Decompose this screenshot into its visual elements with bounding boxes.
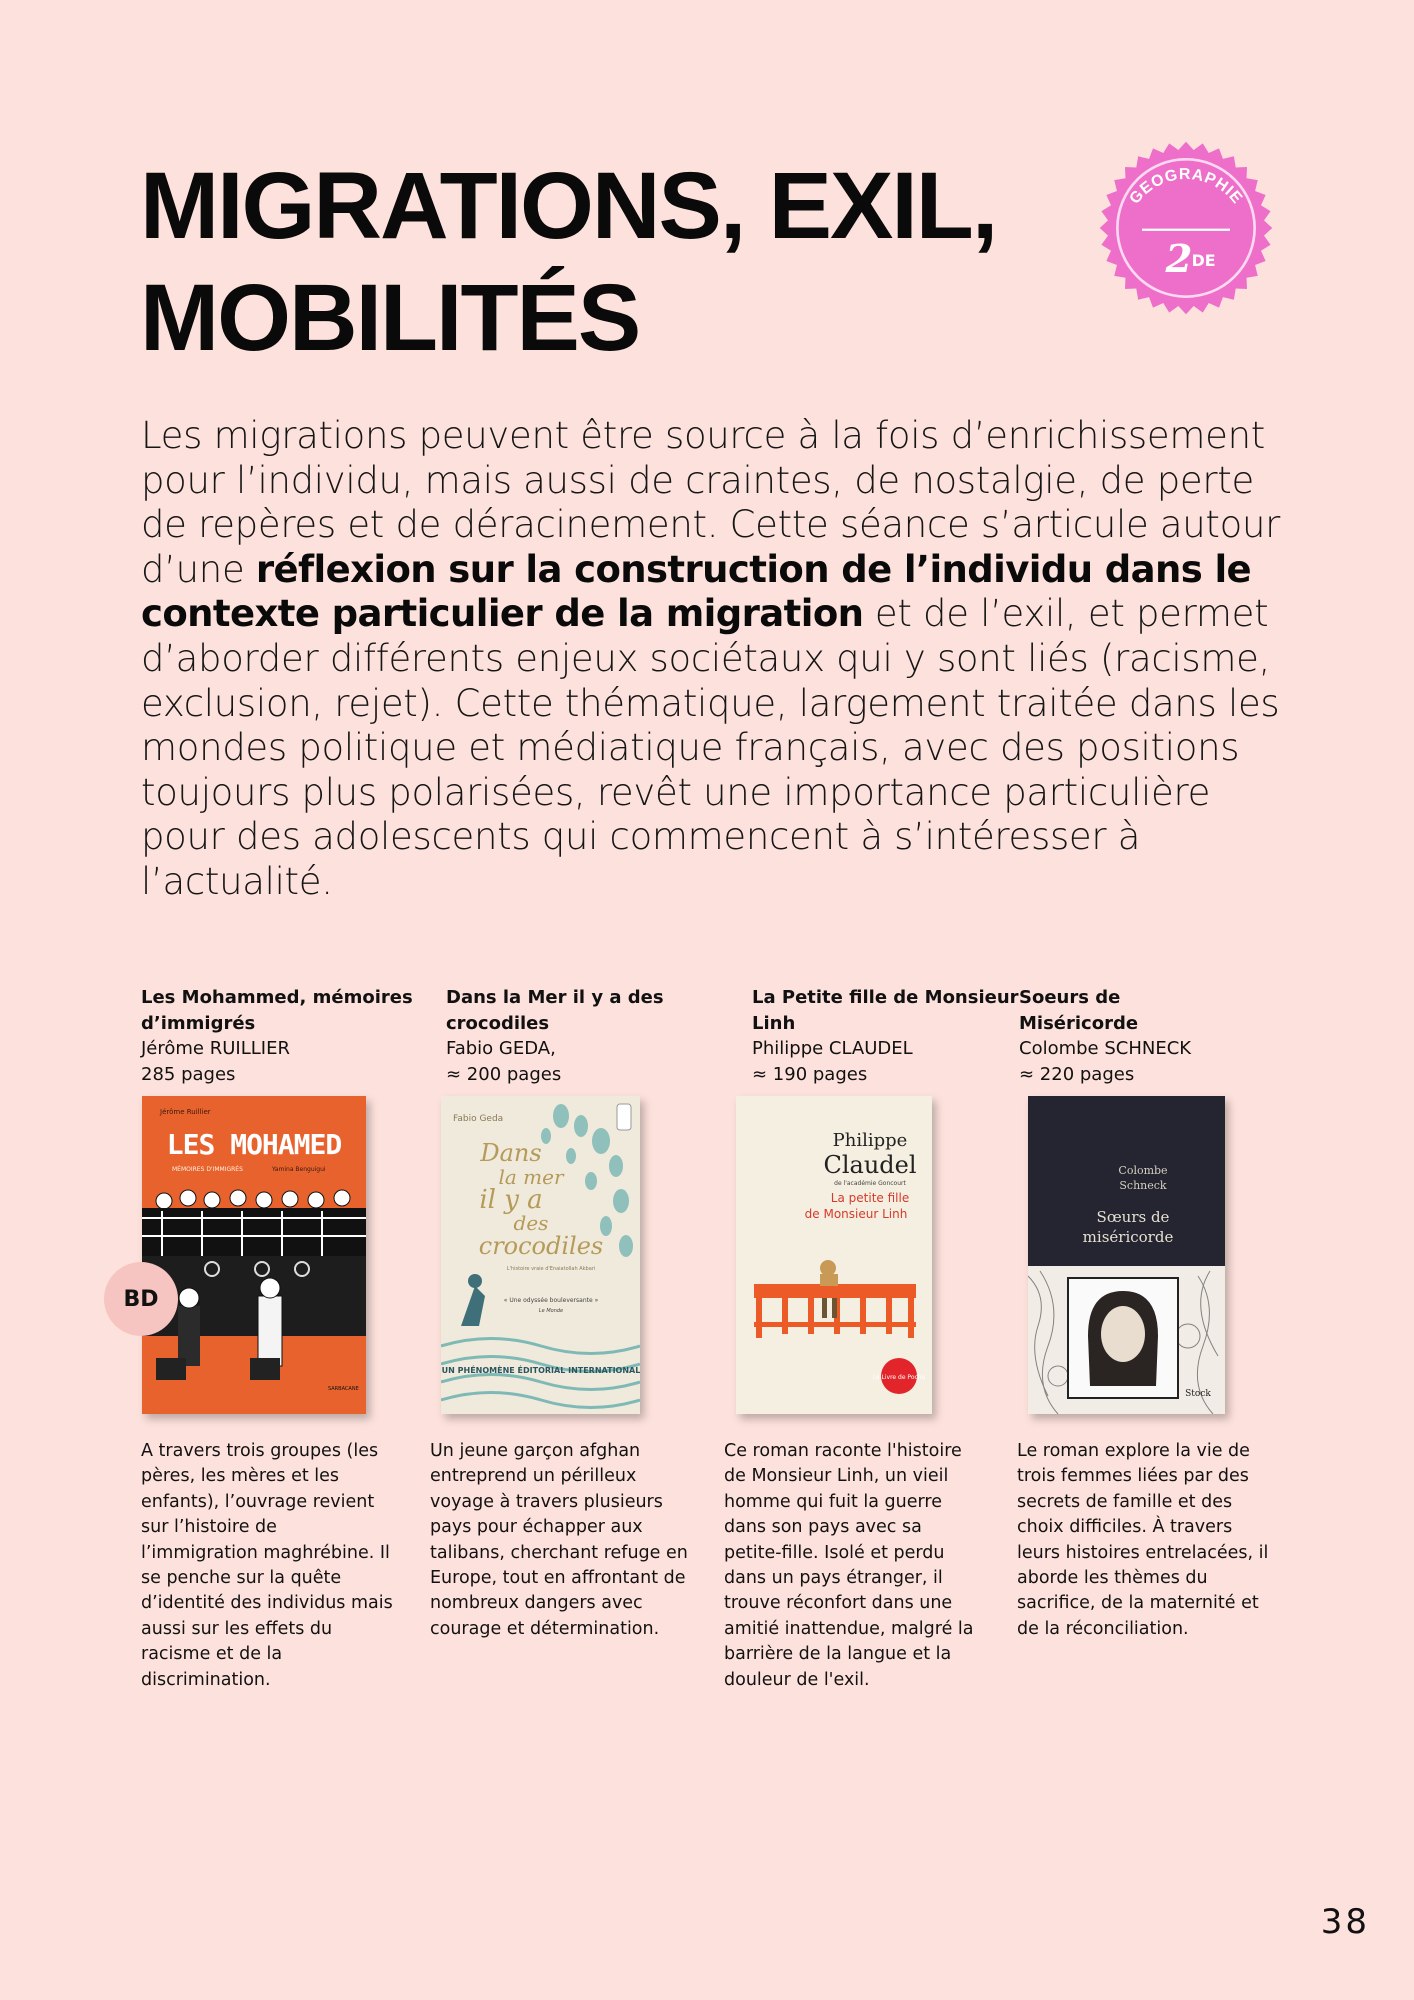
intro-emphasis: réflexion sur la construction de l’individu dans le contexte particulier de la migration bbox=[141, 547, 1252, 636]
cover-title-line: La petite fille bbox=[830, 1191, 910, 1205]
cover-quote-source: Le Monde bbox=[538, 1308, 564, 1314]
book-author: Philippe CLAUDEL bbox=[752, 1038, 913, 1059]
book-pages: ≈ 220 pages bbox=[1019, 1063, 1135, 1085]
cover-quote: « Une odyssée bouleversante » bbox=[503, 1297, 599, 1304]
page-title-line: MIGRATIONS, EXIL, bbox=[140, 153, 997, 259]
cover-author-last: Claudel bbox=[823, 1151, 917, 1179]
cover-author-line: Schneck bbox=[1119, 1179, 1167, 1192]
intro-paragraph bbox=[141, 414, 1291, 905]
cover-title-line: il y a bbox=[479, 1185, 543, 1215]
book-description: A travers trois groupes (les pères, les mères et les enfants), l’ouvrage revient sur l’histoire de l’immigration maghrébine. Il se penche sur la quête d’identité des individus mais aussi sur les effets du racisme et de la discrimination. bbox=[141, 1441, 393, 1690]
cover-publisher: Stock bbox=[1185, 1389, 1211, 1399]
cover-title-line: des bbox=[513, 1211, 549, 1235]
cover-subtitle: L'histoire vraie d'Enaiatollah Akbari bbox=[506, 1266, 596, 1272]
book-cover bbox=[1028, 1096, 1225, 1414]
badge-level-number: 2 bbox=[1165, 237, 1193, 282]
book-header bbox=[1019, 985, 1319, 1087]
cover-subtitle: MÉMOIRES D'IMMIGRÉS bbox=[172, 1166, 243, 1173]
cover-title-line: Sœurs de bbox=[1096, 1208, 1170, 1226]
page-title-line: MOBILITÉS bbox=[140, 265, 640, 371]
book-title: Dans la Mer il y a des crocodiles bbox=[446, 987, 664, 1034]
cover-author: Jérôme Ruillier bbox=[160, 1108, 211, 1116]
cover-publisher: Le Livre de Poche bbox=[872, 1374, 926, 1381]
cover-title-line: de Monsieur Linh bbox=[804, 1207, 908, 1221]
subject-level-badge bbox=[1098, 140, 1274, 316]
book-header bbox=[752, 985, 1052, 1087]
intro-text: Les migrations peuvent être source à la fois d’enrichissement pour l’individu, mais aussi de craintes, de nostalgie, de perte de repères et de déracinement. Cette séance s’articule autour d’une bbox=[141, 414, 1281, 591]
cover-title: LES MOHAMED bbox=[166, 1128, 342, 1161]
book-cover bbox=[736, 1096, 932, 1414]
intro-text: et de l’exil, et permet d’aborder différents enjeux sociétaux qui y sont liés (racisme, exclusion, rejet). Cette thématique, largement traitée dans les mondes politique et médiatique français, avec des positions toujours plus polarisées, revêt une importance particulière pour des adolescents qui commencent à s’intéresser à l’actualité. bbox=[141, 592, 1280, 903]
cover-publisher: SARBACANE bbox=[328, 1386, 359, 1392]
book-header bbox=[141, 985, 441, 1087]
book-author: Fabio GEDA, bbox=[446, 1038, 556, 1059]
comic-badge: BD bbox=[104, 1262, 178, 1336]
book-pages: ≈ 190 pages bbox=[752, 1063, 868, 1085]
book-title: Soeurs de Miséricorde bbox=[1019, 987, 1139, 1034]
book-author: Jérôme RUILLIER bbox=[141, 1038, 290, 1059]
page-title bbox=[140, 150, 1020, 374]
cover-title-line: la mer bbox=[498, 1165, 564, 1189]
cover-title-line: miséricorde bbox=[1082, 1228, 1174, 1246]
book-description: Ce roman raconte l'histoire de Monsieur Linh, un vieil homme qui fuit la guerre dans son pays avec sa petite-fille. Isolé et perdu dans un pays étranger, il trouve réconfort dans une amitié inattendue, malgré la barrière de la langue et la douleur de l'exil. bbox=[724, 1441, 974, 1690]
cover-banner: UN PHÉNOMÈNE ÉDITORIAL INTERNATIONAL bbox=[441, 1366, 640, 1375]
book-pages: ≈ 200 pages bbox=[446, 1063, 562, 1085]
cover-title-line: Dans bbox=[480, 1139, 542, 1167]
book-cover bbox=[142, 1096, 366, 1414]
cover-author-line: Colombe bbox=[1118, 1164, 1168, 1177]
cover-author: Fabio Geda bbox=[453, 1114, 504, 1124]
book-title: Les Mohammed, mémoires d’immigrés bbox=[141, 987, 413, 1034]
page-number: 38 bbox=[1320, 1902, 1370, 1942]
book-cover bbox=[441, 1096, 640, 1414]
book-description: Le roman explore la vie de trois femmes liées par des secrets de famille et des choix difficiles. À travers leurs histoires entrelacées, il aborde les thèmes du sacrifice, de la maternité et de la réconciliation. bbox=[1017, 1441, 1269, 1639]
badge-subject: GEOGRAPHIE bbox=[1126, 165, 1246, 208]
cover-academy: de l'académie Goncourt bbox=[834, 1180, 906, 1187]
badge-level-suffix: DE bbox=[1191, 250, 1216, 270]
book-pages: 285 pages bbox=[141, 1063, 236, 1085]
cover-author-first: Philippe bbox=[832, 1130, 908, 1151]
book-author: Colombe SCHNECK bbox=[1019, 1038, 1192, 1059]
book-title: La Petite fille de Monsieur Linh bbox=[752, 987, 1019, 1034]
cover-title-line: crocodiles bbox=[478, 1232, 604, 1260]
cover-extra: Yamina Benguigui bbox=[272, 1166, 326, 1173]
book-header bbox=[446, 985, 746, 1087]
book-description: Un jeune garçon afghan entreprend un périlleux voyage à travers plusieurs pays pour échapper aux talibans, cherchant refuge en Europe, tout en affrontant de nombreux dangers avec courage et détermination. bbox=[430, 1441, 688, 1639]
